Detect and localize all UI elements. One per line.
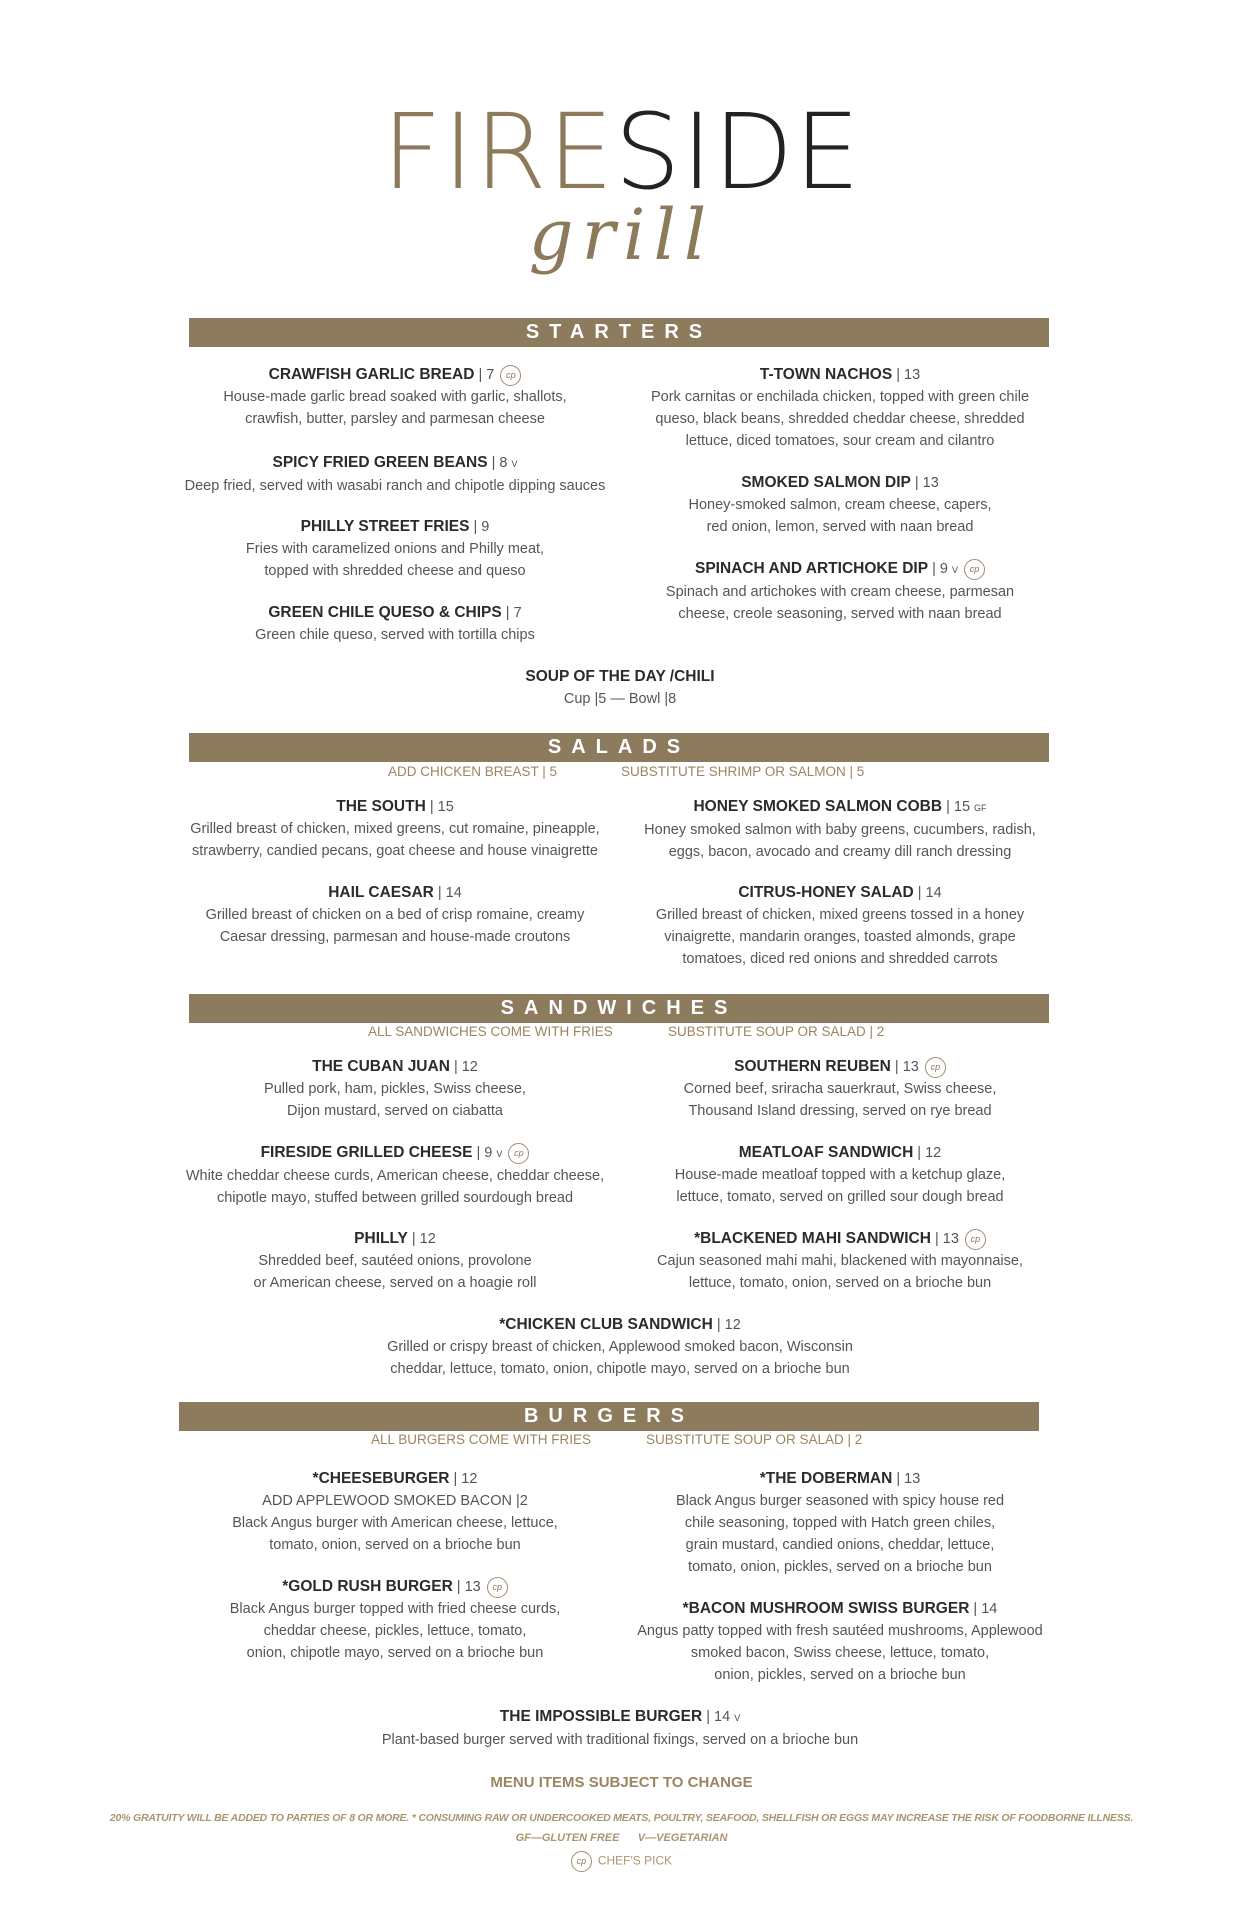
- item-desc: Grilled or crispy breast of chicken, Applewood smoked bacon, Wisconsin: [387, 1339, 853, 1355]
- item-name: CITRUS-HONEY SALAD: [738, 884, 914, 901]
- item-name: SPICY FRIED GREEN BEANS: [272, 454, 488, 471]
- subject-to-change-notice: MENU ITEMS SUBJECT TO CHANGE: [490, 1774, 753, 1791]
- item-desc: lettuce, diced tomatoes, sour cream and cilantro: [685, 433, 995, 449]
- item-name: FIRESIDE GRILLED CHEESE: [260, 1144, 473, 1161]
- chefs-pick-icon: cp: [487, 1577, 508, 1598]
- item-desc: topped with shredded cheese and queso: [264, 563, 526, 579]
- item-price: | 15: [946, 799, 971, 815]
- section-header-starters: STARTERS: [189, 318, 1049, 347]
- item-name: SOUP OF THE DAY /CHILI: [525, 668, 715, 685]
- item-price: | 7: [505, 605, 522, 621]
- item-price: | 14: [973, 1601, 998, 1617]
- item-price: | 13: [896, 1471, 921, 1487]
- item-desc: Thousand Island dressing, served on rye bread: [688, 1103, 992, 1119]
- item-name: SMOKED SALMON DIP: [741, 474, 911, 491]
- menu-item-blackened-mahi-sandwich: [630, 1228, 1050, 1294]
- chefs-pick-icon: cp: [925, 1057, 946, 1078]
- item-name: *THE DOBERMAN: [759, 1470, 893, 1487]
- vegetarian-tag: V: [734, 1713, 741, 1723]
- item-desc: tomato, onion, pickles, served on a brioche bun: [688, 1559, 992, 1575]
- item-name: *CHEESEBURGER: [312, 1470, 450, 1487]
- item-name: GREEN CHILE QUESO & CHIPS: [268, 604, 502, 621]
- item-name: MEATLOAF SANDWICH: [738, 1144, 914, 1161]
- item-desc: Cajun seasoned mahi mahi, blackened with mayonnaise,: [657, 1253, 1023, 1269]
- item-desc: Spinach and artichokes with cream cheese, parmesan: [665, 584, 1015, 600]
- item-name: SPINACH AND ARTICHOKE DIP: [694, 560, 929, 577]
- item-desc: Pulled pork, ham, pickles, Swiss cheese,: [264, 1081, 526, 1097]
- item-desc: Shredded beef, sautéed onions, provolone: [258, 1253, 532, 1269]
- menu-item-southern-reuben: [630, 1056, 1050, 1122]
- item-desc: Grilled breast of chicken, mixed greens, cut romaine, pineapple,: [190, 821, 600, 837]
- item-desc: Deep fried, served with wasabi ranch and chipotle dipping sauces: [184, 478, 606, 494]
- item-desc: Green chile queso, served with tortilla chips: [255, 627, 535, 643]
- item-desc: House-made meatloaf topped with a ketchup glaze,: [674, 1167, 1006, 1183]
- menu-item-philly-street-fries: [180, 516, 610, 582]
- menu-item-philly: [180, 1228, 610, 1294]
- menu-item-fireside-grilled-cheese: [180, 1142, 610, 1209]
- menu-item-green-chile-queso: [180, 602, 610, 646]
- menu-item-the-south: [180, 796, 610, 862]
- sandwiches-fries-note: ALL SANDWICHES COME WITH FRIES: [368, 1024, 613, 1039]
- vegetarian-tag: V: [511, 459, 518, 469]
- menu-item-spicy-fried-green-beans: [180, 452, 610, 497]
- item-desc: Pork carnitas or enchilada chicken, topped with green chile: [650, 389, 1030, 405]
- item-desc: Grilled breast of chicken, mixed greens tossed in a honey: [655, 907, 1025, 923]
- item-desc: queso, black beans, shredded cheddar cheese, shredded: [655, 411, 1025, 427]
- burgers-fries-note: ALL BURGERS COME WITH FRIES: [371, 1432, 592, 1447]
- menu-item-crawfish-garlic-bread: [180, 364, 610, 430]
- chefs-pick-icon: cp: [965, 1229, 986, 1250]
- item-desc: Honey smoked salmon with baby greens, cucumbers, radish,: [644, 822, 1036, 838]
- item-desc: ADD APPLEWOOD SMOKED BACON |2: [262, 1493, 528, 1509]
- item-desc: Fries with caramelized onions and Philly meat,: [245, 541, 545, 557]
- item-name: PHILLY STREET FRIES: [300, 518, 470, 535]
- menu-item-t-town-nachos: [630, 364, 1050, 452]
- item-desc: Black Angus burger seasoned with spicy house red: [675, 1493, 1005, 1509]
- item-desc: chile seasoning, topped with Hatch green chiles,: [684, 1515, 996, 1531]
- item-desc: cheddar, lettuce, tomato, onion, chipotle mayo, served on a brioche bun: [390, 1361, 850, 1377]
- item-name: CRAWFISH GARLIC BREAD: [268, 366, 475, 383]
- item-name: *GOLD RUSH BURGER: [282, 1578, 453, 1595]
- item-price: | 12: [411, 1231, 436, 1247]
- item-desc: cheddar cheese, pickles, lettuce, tomato,: [263, 1623, 527, 1639]
- menu-item-hail-caesar: [180, 882, 610, 948]
- chefs-pick-icon: cp: [500, 365, 521, 386]
- item-desc: House-made garlic bread soaked with garlic, shallots,: [223, 389, 567, 405]
- menu-item-cuban-juan: [180, 1056, 610, 1122]
- menu-item-cheeseburger: [180, 1468, 610, 1556]
- section-header-burgers: BURGERS: [179, 1402, 1039, 1431]
- item-price: | 12: [453, 1059, 478, 1075]
- item-price: | 13: [934, 1231, 959, 1247]
- item-desc: Corned beef, sriracha sauerkraut, Swiss cheese,: [683, 1081, 997, 1097]
- item-name: *BLACKENED MAHI SANDWICH: [694, 1230, 931, 1247]
- burgers-substitute-note: SUBSTITUTE SOUP OR SALAD | 2: [646, 1432, 863, 1447]
- item-name: T-TOWN NACHOS: [759, 366, 893, 383]
- menu-item-gold-rush-burger: [180, 1576, 610, 1664]
- item-price: | 13: [894, 1059, 919, 1075]
- item-desc: onion, pickles, served on a brioche bun: [714, 1667, 966, 1683]
- item-desc: White cheddar cheese curds, American cheese, cheddar cheese,: [185, 1168, 605, 1184]
- logo-wordmark: [0, 91, 1243, 213]
- vegetarian-tag: V: [952, 565, 959, 575]
- item-name: THE SOUTH: [336, 798, 426, 815]
- item-desc: eggs, bacon, avocado and creamy dill ranch dressing: [668, 844, 1012, 860]
- menu-item-meatloaf-sandwich: [630, 1142, 1050, 1208]
- item-price: | 14: [917, 885, 942, 901]
- chefs-pick-icon: cp: [571, 1851, 592, 1872]
- item-price: | 7: [478, 367, 495, 383]
- gratuity-disclaimer: 20% GRATUITY WILL BE ADDED TO PARTIES OF 8 OR MORE. * CONSUMING RAW OR UNDERCOOKED MEATS, POULTRY, SEAFOOD, SHELLFISH OR EGGS MAY INCREASE THE RISK OF FOODBORNE ILLNESS.: [109, 1812, 1134, 1824]
- item-desc: chipotle mayo, stuffed between grilled sourdough bread: [216, 1190, 574, 1206]
- item-name: THE CUBAN JUAN: [312, 1058, 450, 1075]
- item-name: THE IMPOSSIBLE BURGER: [499, 1708, 703, 1725]
- item-name: PHILLY: [354, 1230, 408, 1247]
- item-price: | 9: [476, 1145, 493, 1161]
- menu-item-bacon-mushroom-swiss-burger: [630, 1598, 1050, 1686]
- item-desc: red onion, lemon, served with naan bread: [706, 519, 974, 535]
- menu-item-citrus-honey-salad: [630, 882, 1050, 970]
- salads-add-chicken-note: ADD CHICKEN BREAST | 5: [388, 764, 558, 779]
- chefs-pick-icon: cp: [964, 559, 985, 580]
- diet-legend: GF—GLUTEN FREE V—VEGETARIAN: [515, 1832, 728, 1844]
- item-desc: Grilled breast of chicken on a bed of crisp romaine, creamy: [205, 907, 585, 923]
- item-price: | 12: [917, 1145, 942, 1161]
- item-desc: tomatoes, diced red onions and shredded carrots: [682, 951, 998, 967]
- chefs-pick-icon: cp: [508, 1143, 529, 1164]
- item-desc: Cup |5 — Bowl |8: [563, 691, 677, 707]
- item-price: | 8: [491, 455, 508, 471]
- item-desc: onion, chipotle mayo, served on a brioche bun: [246, 1645, 544, 1661]
- item-name: HAIL CAESAR: [328, 884, 434, 901]
- menu-item-soup-of-the-day: [400, 666, 840, 710]
- logo-side: SIDE: [614, 91, 861, 213]
- item-desc: crawfish, butter, parsley and parmesan cheese: [245, 411, 545, 427]
- menu-item-chicken-club-sandwich: [320, 1314, 920, 1380]
- item-name: SOUTHERN REUBEN: [734, 1058, 891, 1075]
- menu-item-the-doberman: [630, 1468, 1050, 1578]
- item-price: | 13: [914, 475, 939, 491]
- item-name: HONEY SMOKED SALMON COBB: [693, 798, 943, 815]
- item-desc: strawberry, candied pecans, goat cheese and house vinaigrette: [192, 843, 598, 859]
- item-desc: Black Angus burger topped with fried cheese curds,: [229, 1601, 561, 1617]
- menu-item-honey-smoked-salmon-cobb: [630, 796, 1050, 863]
- item-price: | 9: [932, 561, 948, 577]
- item-desc: Black Angus burger with American cheese, lettuce,: [232, 1515, 558, 1531]
- item-desc: Plant-based burger served with traditional fixings, served on a brioche bun: [381, 1732, 859, 1748]
- item-price: | 14: [437, 885, 462, 901]
- item-desc: lettuce, tomato, served on grilled sour dough bread: [676, 1189, 1004, 1205]
- menu-item-spinach-artichoke-dip: [630, 558, 1050, 625]
- item-price: | 12: [716, 1317, 741, 1333]
- salads-substitute-note: SUBSTITUTE SHRIMP OR SALMON | 5: [621, 764, 865, 779]
- item-price: | 12: [453, 1471, 478, 1487]
- item-price: | 9: [473, 519, 490, 535]
- item-desc: tomato, onion, served on a brioche bun: [269, 1537, 521, 1553]
- item-desc: cheese, creole seasoning, served with naan bread: [678, 606, 1002, 622]
- item-desc: vinaigrette, mandarin oranges, toasted almonds, grape: [664, 929, 1016, 945]
- item-price: | 13: [896, 367, 921, 383]
- logo-grill: grill: [528, 194, 715, 276]
- section-header-sandwiches: SANDWICHES: [189, 994, 1049, 1023]
- chefs-pick-label: CHEF'S PICK: [597, 1853, 673, 1868]
- item-desc: Caesar dressing, parmesan and house-made croutons: [219, 929, 571, 945]
- menu-item-smoked-salmon-dip: [630, 472, 1050, 538]
- item-desc: Dijon mustard, served on ciabatta: [287, 1103, 503, 1119]
- chefs-pick-legend: [0, 1851, 1243, 1872]
- item-price: | 13: [456, 1579, 481, 1595]
- item-price: | 15: [429, 799, 454, 815]
- logo-fire: FIRE: [382, 91, 615, 213]
- item-price: | 14: [706, 1709, 731, 1725]
- vegetarian-tag: V: [496, 1149, 503, 1159]
- item-desc: smoked bacon, Swiss cheese, lettuce, tomato,: [690, 1645, 990, 1661]
- gluten-free-tag: GF: [974, 803, 987, 813]
- item-name: *CHICKEN CLUB SANDWICH: [499, 1316, 713, 1333]
- item-name: *BACON MUSHROOM SWISS BURGER: [682, 1600, 970, 1617]
- item-desc: grain mustard, candied onions, cheddar, lettuce,: [685, 1537, 995, 1553]
- section-header-salads: SALADS: [189, 733, 1049, 762]
- item-desc: Honey-smoked salmon, cream cheese, capers,: [688, 497, 992, 513]
- menu-item-impossible-burger: [320, 1706, 920, 1751]
- item-desc: Angus patty topped with fresh sautéed mushrooms, Applewood: [637, 1623, 1043, 1639]
- item-desc: or American cheese, served on a hoagie roll: [253, 1275, 537, 1291]
- item-desc: lettuce, tomato, onion, served on a brioche bun: [688, 1275, 992, 1291]
- sandwiches-substitute-note: SUBSTITUTE SOUP OR SALAD | 2: [668, 1024, 885, 1039]
